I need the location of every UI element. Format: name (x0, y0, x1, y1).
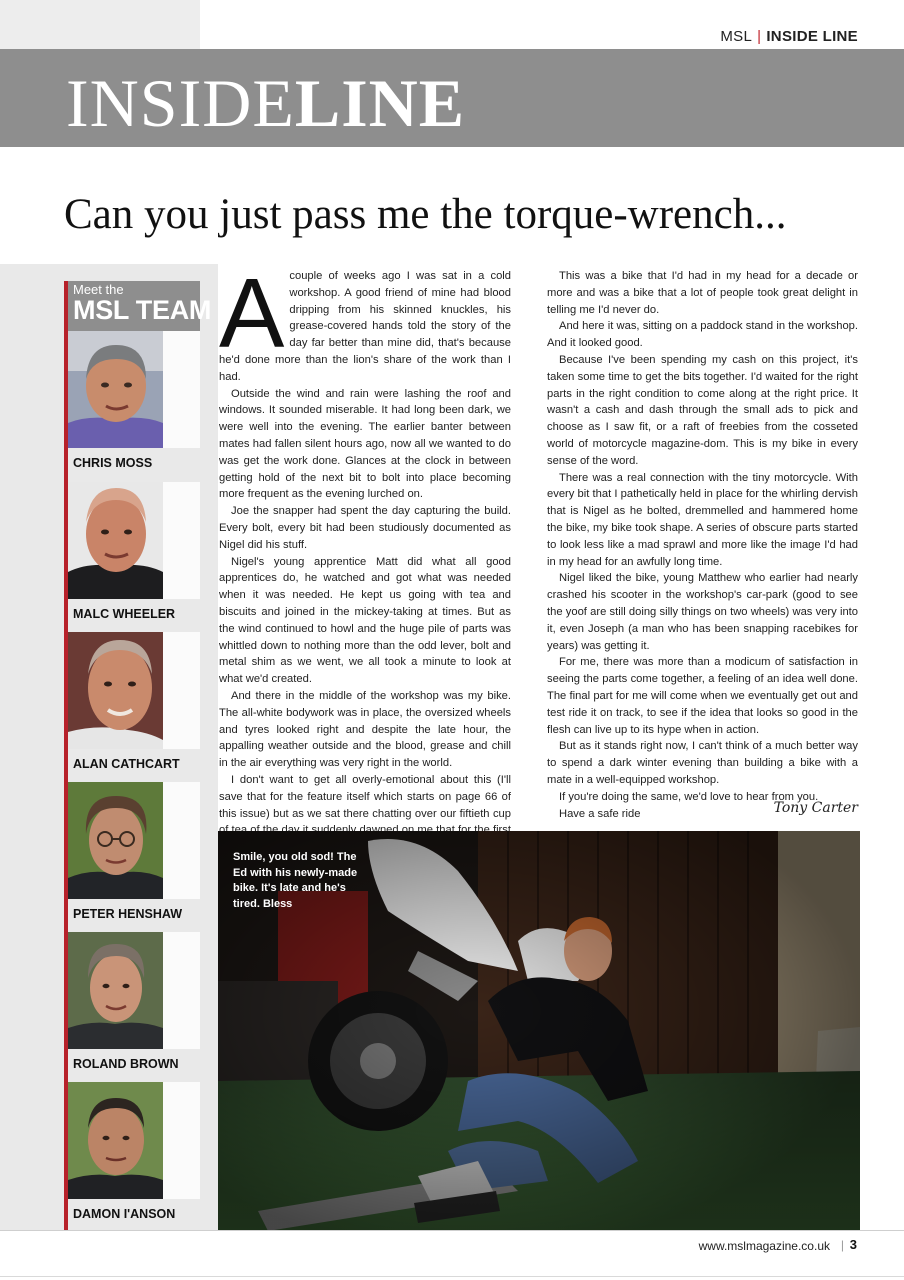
member-name: MALC WHEELER (73, 607, 176, 621)
article-paragraph: But as it stands right now, I can't think of a much better way to spend a dark winter evening than building a bike with a mate in a well-equipped workshop. (547, 740, 858, 786)
portrait-damon-ianson (68, 1082, 163, 1199)
article-paragraph: For me, there was more than a modicum of satisfaction in seeing the parts come together, a feeling of an idea well done. The final part for me will come when we eventually get out and test ride it on track, to see if the idea that looks so good in the flesh can live up to its hype when in action. (547, 656, 858, 736)
article-paragraph: And there in the middle of the workshop was my bike. The all-white bodywork was in place, the oversized wheels and tyres looked right and despite the late hour, the appalling weather outside and the blood, grease and chill in the air everything was very right in the world. (219, 689, 511, 770)
article-paragraph: Joe the snapper had spent the day capturing the build. Every bolt, every bit had been studiously documented as Nigel did his stuff. (219, 505, 511, 551)
footer-rule (0, 1230, 904, 1231)
article-paragraph: Outside the wind and rain were lashing the roof and windows. It sounded miserable. It had long been dark, we were well into the evening. The earlier banter between mates had fallen silent hours ago, now all we wanted to do was get the work done. Glances at the clock in between getting hold of the next bit to bolt into place becoming more frequent as the evening lurched on. (219, 387, 511, 501)
section-prefix: MSL (720, 28, 753, 45)
banner-title-light: INSIDE (66, 65, 295, 141)
bottom-edge-rule (0, 1276, 904, 1277)
member-name: DAMON I'ANSON (73, 1207, 176, 1221)
portrait-alan-cathcart (68, 632, 163, 749)
footer-separator: | (840, 1238, 844, 1252)
portrait-malc-wheeler (68, 482, 163, 599)
member-name: ALAN CATHCART (73, 757, 180, 771)
article-paragraph: If you're doing the same, we'd love to hear from you. (559, 790, 819, 803)
photo-caption: Smile, you old sod! The Ed with his newly-made bike. It's late and he's tired. Bless (233, 851, 358, 910)
article-paragraph: Nigel's young apprentice Matt did what all good apprentices do, he watched and got what was needed when it was needed. He kept us going with tea and biscuits and joined in the mickey-taking at times. But as the wind continued to howl and the huge pile of parts was whittled down to nothing more than the odd lever, bolt and metal shim as we went, we all took a minute to look at what we'd created. (219, 555, 511, 686)
article-paragraph (219, 258, 511, 386)
article-paragraph: Because I've been spending my cash on this project, it's taken some time to get the bits together. I'd waited for the right parts in the right condition to come along at the right price. It wasn't a cash and dash through the small ads to pick and choose as I saw fit, or a raft of freebies from the cosseted world of motorcycle magazine-dom. This is my bike in every sense of the word. (547, 353, 858, 467)
member-photo (68, 482, 163, 599)
member-photo (68, 782, 163, 899)
team-header (68, 281, 212, 331)
author-signature: Tony Carter (773, 800, 858, 816)
member-name: PETER HENSHAW (73, 907, 183, 921)
article-paragraph: And here it was, sitting on a paddock stand in the workshop. And it looked good. (547, 320, 858, 350)
member-photo (68, 932, 163, 1049)
article-headline: Can you just pass me the torque-wrench... (64, 191, 787, 238)
member-name: ROLAND BROWN (73, 1057, 179, 1071)
top-left-tab (0, 0, 200, 49)
banner-title-bold: LINE (294, 65, 466, 141)
article-paragraph: This was a bike that I'd had in my head for a decade or more and was a bike that a lot of people took great delight in telling me I'd never do. (547, 270, 858, 316)
page-number: 3 (849, 1237, 857, 1252)
team-meet-label: Meet the (73, 282, 124, 297)
article-paragraph: Have a safe ride (559, 807, 641, 820)
portrait-roland-brown (68, 932, 163, 1049)
article-paragraph: I don't want to get all overly-emotional about this (I'll save that for the feature itself which starts on page 66 of this issue) but as we sat there chatting over our fiftieth cup (219, 773, 511, 820)
member-photo (68, 331, 163, 448)
section-tag (720, 28, 858, 45)
section-separator: | (757, 28, 762, 45)
section-banner (0, 49, 904, 147)
member-photo (68, 632, 163, 749)
paragraph-text: couple of weeks ago I was sat in a cold workshop. A good friend of mine had blood dripping from his skinned knuckles, his grease-covered hands told the story of the day far better than mine did, that's because he'd done more than the lion's share of the work than I had. (219, 270, 511, 383)
portrait-chris-moss (68, 331, 163, 448)
member-photo (68, 1082, 163, 1199)
article-column-1 (219, 258, 511, 873)
section-name: INSIDE LINE (766, 28, 858, 45)
main-photo (218, 831, 860, 1231)
article-paragraph: Nigel liked the bike, young Matthew who earlier had nearly crashed his scooter in the workshop's car-park (good to see the yoof are still doing silly things on two wheels) was very into it, even Joseph (a man who has been snapping racebikes for years) was getting it. (547, 572, 858, 652)
footer-url[interactable]: www.mslmagazine.co.uk (698, 1239, 830, 1253)
team-title: MSL TEAM (73, 295, 212, 325)
article-paragraph: There was a real connection with the tiny motorcycle. With every bit that I pathetically held in place for the whirling dervish that is Nigel as he bolted, dremmelled and hammered home the bike, my bike took shape. A series of obscure parts started to look less like a mad sprawl and more like the image I'd had in my head for an awfully long time. (547, 471, 858, 568)
article-column-2 (547, 268, 858, 822)
banner-title (66, 65, 466, 141)
portrait-peter-henshaw (68, 782, 163, 899)
member-name: CHRIS MOSS (73, 456, 153, 470)
drop-cap: A (219, 258, 285, 368)
